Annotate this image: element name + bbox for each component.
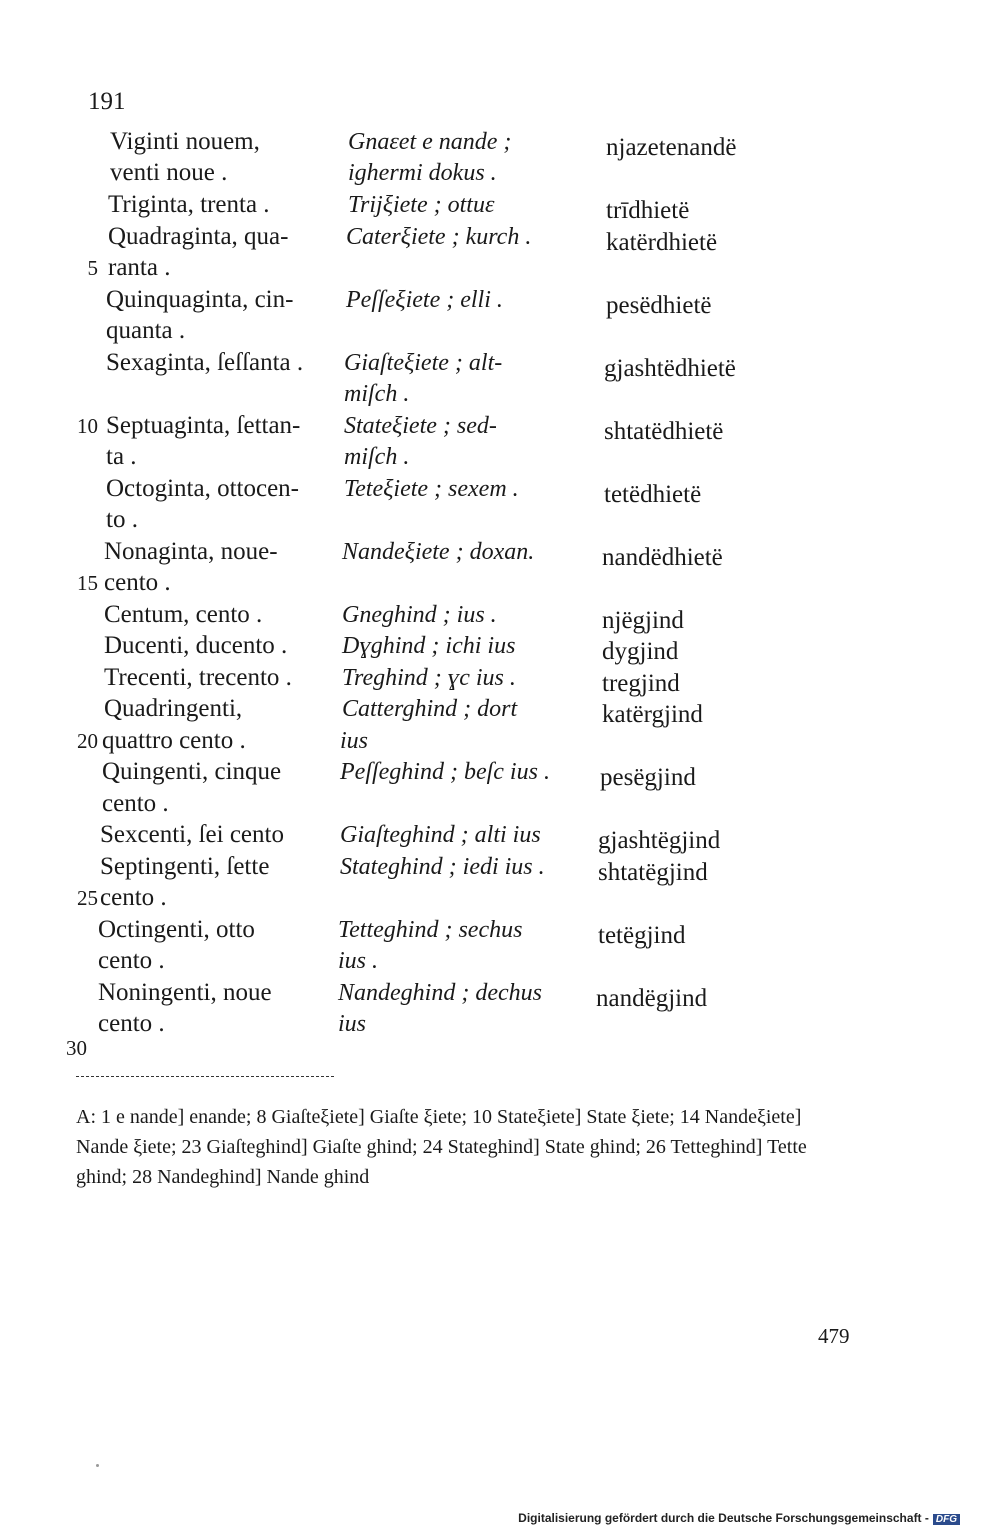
modern-albanian-term: tetëgjind bbox=[598, 922, 686, 949]
latin-italian-term: to . bbox=[106, 506, 138, 533]
digitization-footer bbox=[518, 1511, 960, 1525]
table-row bbox=[0, 221, 1000, 256]
table-row bbox=[0, 851, 1000, 886]
latin-italian-term: cento . bbox=[100, 884, 167, 911]
modern-albanian-term: katërgjind bbox=[602, 701, 703, 728]
latin-italian-term: Octingenti, otto bbox=[98, 916, 255, 943]
albanian-turkish-term: miſch . bbox=[344, 381, 410, 407]
modern-albanian-term: dygjind bbox=[602, 638, 679, 665]
albanian-turkish-term: miſch . bbox=[344, 444, 410, 470]
table-row bbox=[0, 756, 1000, 791]
latin-italian-term: Quadringenti, bbox=[104, 695, 243, 722]
modern-albanian-term: njëgjind bbox=[602, 607, 684, 634]
albanian-turkish-term: ius bbox=[340, 728, 369, 754]
line-number: 25 bbox=[77, 886, 98, 910]
albanian-turkish-term: Caterξiete ; kurch . bbox=[346, 224, 532, 250]
latin-italian-term: cento . bbox=[98, 947, 165, 974]
table-row bbox=[0, 788, 1000, 820]
albanian-turkish-term: Teteξiete ; sexem . bbox=[344, 476, 519, 502]
table-row bbox=[0, 725, 1000, 757]
modern-albanian-term: shtatëgjind bbox=[598, 859, 708, 886]
modern-albanian-term: gjashtëgjind bbox=[598, 827, 721, 854]
table-row bbox=[0, 567, 1000, 599]
latin-italian-term: venti noue . bbox=[110, 159, 228, 186]
latin-italian-term: Sexaginta, ſeſſanta . bbox=[106, 349, 304, 376]
latin-italian-term: Viginti nouem, bbox=[110, 128, 260, 155]
modern-albanian-term: njazetenandë bbox=[606, 134, 737, 161]
modern-albanian-term: nandëdhietë bbox=[602, 544, 723, 571]
latin-italian-term: cento . bbox=[98, 1010, 165, 1037]
table-row bbox=[0, 473, 1000, 508]
albanian-turkish-term: Nandeghind ; dechus bbox=[338, 980, 542, 1006]
albanian-turkish-term: Peſſeξiete ; elli . bbox=[346, 287, 503, 313]
latin-italian-term: Septuaginta, ſettan- bbox=[106, 412, 301, 439]
latin-italian-term: Quadraginta, qua- bbox=[108, 223, 289, 250]
albanian-turkish-term: ighermi dokus . bbox=[348, 160, 497, 186]
latin-italian-term: Septingenti, ſette bbox=[100, 853, 270, 880]
table-row bbox=[0, 252, 1000, 284]
latin-italian-term: ranta . bbox=[108, 254, 171, 281]
table-row bbox=[0, 315, 1000, 347]
table-row bbox=[0, 157, 1000, 189]
line-number: 5 bbox=[87, 256, 98, 280]
latin-italian-term: Triginta, trenta . bbox=[108, 191, 270, 218]
latin-italian-term: ta . bbox=[106, 443, 137, 470]
critical-apparatus: A: 1 e nande] enande; 8 Giaſteξiete] Giaſte ξiete; 10 Stateξiete] State ξiete; 14 Nandeξiete] Nande ξiete; 23 Giaſteghind] Giaſte ghind; 24 Stateghind] State ghind; 26 Tetteghind] Tette ghind; 28 Nandeghind] Nande ghind bbox=[76, 1106, 807, 1188]
table-row bbox=[0, 378, 1000, 410]
modern-albanian-term: trīdhietë bbox=[606, 197, 690, 224]
latin-italian-term: Trecenti, trecento . bbox=[104, 664, 292, 691]
albanian-turkish-term: Peſſeghind ; beſc ius . bbox=[340, 759, 550, 785]
albanian-turkish-term: Stateghind ; iedi ius . bbox=[340, 854, 545, 880]
modern-albanian-term: shtatëdhietë bbox=[604, 418, 724, 445]
table-row bbox=[0, 977, 1000, 1012]
latin-italian-term: Quingenti, cinque bbox=[102, 758, 282, 785]
table-row bbox=[0, 914, 1000, 949]
table-row bbox=[0, 693, 1000, 728]
albanian-turkish-term: Gneghind ; ius . bbox=[342, 602, 497, 628]
albanian-turkish-term: Dɣghind ; ichi ius bbox=[342, 633, 516, 659]
albanian-turkish-term: ius . bbox=[338, 948, 379, 974]
latin-italian-term: Nonaginta, noue- bbox=[104, 538, 278, 565]
albanian-turkish-term: Giaſteξiete ; alt- bbox=[344, 350, 503, 376]
table-row bbox=[0, 630, 1000, 665]
albanian-turkish-term: Trijξiete ; ottuε bbox=[348, 192, 495, 218]
line-number: 10 bbox=[77, 414, 98, 438]
table-row bbox=[0, 284, 1000, 319]
folio-number: 191 bbox=[88, 88, 126, 115]
line-number-30: 30 bbox=[66, 1036, 87, 1060]
albanian-turkish-term: ius bbox=[338, 1011, 367, 1037]
table-row bbox=[0, 126, 1000, 161]
table-row bbox=[0, 819, 1000, 854]
line-number: 20 bbox=[77, 729, 98, 753]
dfg-logo-icon: DFG bbox=[933, 1514, 960, 1525]
line-number: 15 bbox=[77, 571, 98, 595]
table-row bbox=[0, 536, 1000, 571]
latin-italian-term: quanta . bbox=[106, 317, 186, 344]
table-row bbox=[0, 441, 1000, 473]
albanian-turkish-term: Tetteghind ; sechus bbox=[338, 917, 523, 943]
table-row bbox=[0, 410, 1000, 445]
table-row bbox=[0, 504, 1000, 536]
albanian-turkish-term: Catterghind ; dort bbox=[342, 696, 518, 722]
scan-speck bbox=[96, 1464, 99, 1467]
latin-italian-term: cento . bbox=[104, 569, 171, 596]
table-row bbox=[0, 662, 1000, 697]
modern-albanian-term: katërdhietë bbox=[606, 229, 718, 256]
modern-albanian-term: tetëdhietë bbox=[604, 481, 702, 508]
table-row bbox=[0, 882, 1000, 914]
footer-text: Digitalisierung gefördert durch die Deutsche Forschungsgemeinschaft - bbox=[518, 1511, 929, 1525]
modern-albanian-term: pesëdhietë bbox=[606, 292, 712, 319]
albanian-turkish-term: Stateξiete ; sed- bbox=[344, 413, 497, 439]
page-number: 479 bbox=[818, 1324, 850, 1348]
modern-albanian-term: gjashtëdhietë bbox=[604, 355, 736, 382]
footnote-rule bbox=[76, 1076, 334, 1077]
albanian-turkish-term: Nandeξiete ; doxan. bbox=[342, 539, 535, 565]
table-row bbox=[0, 599, 1000, 634]
latin-italian-term: Noningenti, noue bbox=[98, 979, 272, 1006]
latin-italian-term: Octoginta, ottocen- bbox=[106, 475, 299, 502]
albanian-turkish-term: Treghind ; ɣc ius . bbox=[342, 665, 516, 691]
albanian-turkish-term: Giaſteghind ; alti ius bbox=[340, 822, 541, 848]
modern-albanian-term: nandëgjind bbox=[596, 985, 708, 1012]
table-row bbox=[0, 1008, 1000, 1040]
latin-italian-term: cento . bbox=[102, 790, 169, 817]
latin-italian-term: Ducenti, ducento . bbox=[104, 632, 288, 659]
modern-albanian-term: pesëgjind bbox=[600, 764, 696, 791]
latin-italian-term: Quinquaginta, cin- bbox=[106, 286, 294, 313]
table-row bbox=[0, 189, 1000, 224]
albanian-turkish-term: Gnaεet e nande ; bbox=[348, 129, 512, 155]
latin-italian-term: Sexcenti, ſei cento bbox=[100, 821, 284, 848]
table-row bbox=[0, 945, 1000, 977]
latin-italian-term: Centum, cento . bbox=[104, 601, 263, 628]
table-row bbox=[0, 347, 1000, 382]
latin-italian-term: quattro cento . bbox=[102, 727, 246, 754]
modern-albanian-term: tregjind bbox=[602, 670, 680, 697]
